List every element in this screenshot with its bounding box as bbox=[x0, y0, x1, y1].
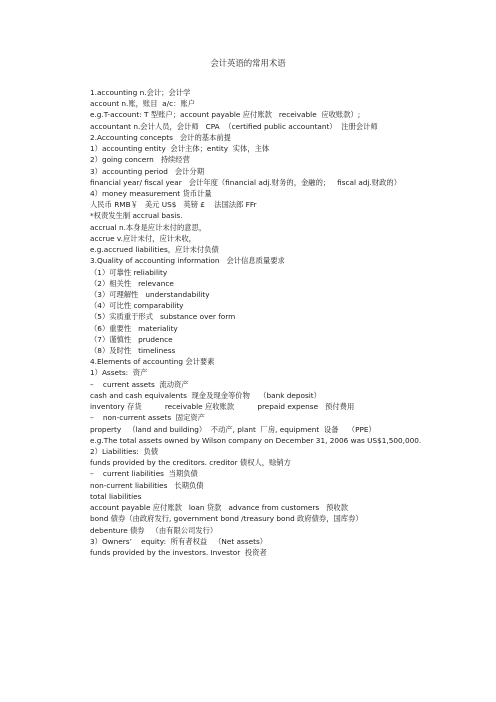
text-line: – current liabilities 当期负债 bbox=[90, 469, 198, 479]
text-line: account n.账，账目 a/c：账户 bbox=[90, 99, 195, 109]
text-line: total liabilities bbox=[90, 491, 142, 501]
text-line: financial year/ fiscal year 会计年度（financial adj.财务的，金融的； fiscal adj.财政的） bbox=[90, 177, 402, 187]
text-line: property （land and building） 不动产, plant 厂房, equipment 设备 （PPE） bbox=[90, 424, 376, 434]
text-line: cash and cash equivalents 现金及现金等价物 （bank deposit） bbox=[90, 390, 321, 400]
text-line: （2）相关性 relevance bbox=[90, 278, 174, 288]
text-line: funds provided by the creditors. creditor 债权人，赊销方 bbox=[90, 458, 291, 468]
text-line: e.g.accrued liabilities，应计未付负债 bbox=[90, 245, 219, 255]
text-line: 2.Accounting concepts 会计的基本前提 bbox=[90, 132, 231, 142]
text-line: bond 债券（由政府发行, government bond /treasury bond 政府债券，国库券） bbox=[90, 514, 363, 524]
text-line: accountant n.会计人员，会计师 CPA （certified public accountant） 注册会计师 bbox=[90, 121, 378, 131]
text-line: *权责发生制 accrual basis. bbox=[90, 211, 183, 221]
text-line: debenture 债券 （由有限公司发行） bbox=[90, 525, 218, 535]
text-line: （5）实质重于形式 substance over form bbox=[90, 312, 236, 322]
text-line: accrue v.应计未付，应计未收， bbox=[90, 233, 196, 243]
text-line: 3）Owners’ equity: 所有者权益 （Net assets） bbox=[90, 536, 268, 546]
text-line: 1）accounting entity 会计主体；entity 实体，主体 bbox=[90, 144, 270, 154]
text-line: （4）可比性 comparability bbox=[90, 301, 184, 311]
text-line: inventory 存货 receivable 应收账款 prepaid expense 预付费用 bbox=[90, 402, 355, 412]
text-line: （8）及时性 timeliness bbox=[90, 346, 176, 356]
text-line: （3）可理解性 understandability bbox=[90, 289, 210, 299]
text-line: 2）Liabilities: 负债 bbox=[90, 447, 159, 456]
document-title: 会计英语的常用术语 bbox=[210, 58, 286, 68]
text-line: （1）可靠性 reliability bbox=[90, 267, 168, 277]
text-line: – non-current assets 固定资产 bbox=[90, 413, 205, 423]
text-line: e.g.T-account: T 型账户；account payable 应付账款 receivable 应收账款）; bbox=[90, 110, 361, 120]
text-line: accrual n.本身是应计未付的意思， bbox=[90, 222, 207, 232]
text-line: non-current liabilities 长期负债 bbox=[90, 480, 204, 490]
text-line: 2）going concern 持续经营 bbox=[90, 155, 190, 165]
text-line: 1）Assets: 资产 bbox=[90, 368, 148, 378]
text-line: funds provided by the investors. Investor 投资者 bbox=[90, 547, 267, 557]
text-line: 人民币 RMB￥ 美元 US$ 英镑 £ 法国法郎 FFr bbox=[90, 200, 257, 210]
text-line: 1.accounting n.会计；会计学 bbox=[90, 88, 191, 97]
text-line: 4.Elements of accounting 会计要素 bbox=[90, 357, 215, 367]
text-line: account payable 应付账款 loan 贷款 advance from customers 预收款 bbox=[90, 503, 349, 513]
text-line: （6）重要性 materiality bbox=[90, 323, 178, 333]
document-body bbox=[90, 87, 490, 558]
text-line: （7）谨慎性 prudence bbox=[90, 334, 173, 344]
text-line: e.g.The total assets owned by Wilson company on December 31, 2006 was US$1,500,000. bbox=[90, 435, 422, 445]
text-line: 4）money measurement 货币计量 bbox=[90, 188, 212, 198]
text-line: 3）accounting period 会计分期 bbox=[90, 166, 205, 176]
text-line: 3.Quality of accounting information 会计信息质量要求 bbox=[90, 256, 285, 266]
text-line: – current assets 流动资产 bbox=[90, 379, 189, 389]
